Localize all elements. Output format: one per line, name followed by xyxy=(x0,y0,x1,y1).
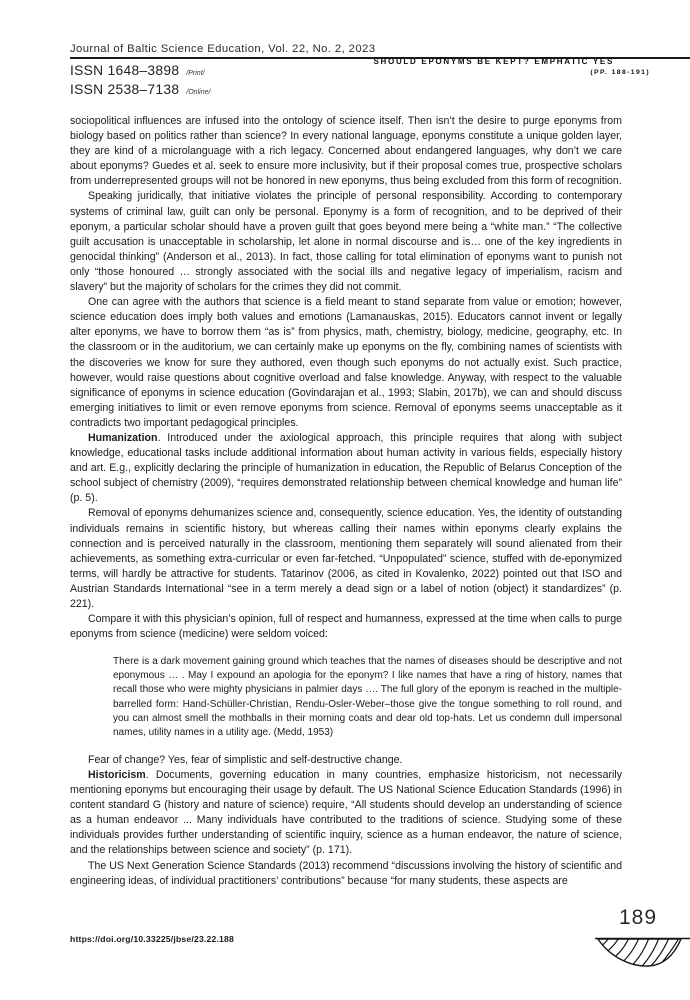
issn-print: ISSN 1648–3898 xyxy=(70,63,180,78)
paragraph-8-historicism xyxy=(70,768,622,859)
issn-print-row xyxy=(70,62,210,81)
paragraph-5: Removal of eponyms dehumanizes science and, consequently, science education. Yes, the identity of outstanding individuals remains in scientific history, but whereas calling their names within eponyms clearly explains the connection and is perceived naturally in the classroom, mentioning them separately will sound alienated from their achievements, as something extra-curricular or even far-fetched. “Unpopulated” science, stuffed with de-eponymized terms, will hardly be attractive for students. Tatarinov (2006, as cited in Kovalenko, 2022) pointed out that ISO and Austrian Standards International “see in a term merely a dead sign or a label of notion (object) it standardizes” (p. 221). xyxy=(70,507,622,610)
pull-quote: There is a dark movement gaining ground which teaches that the names of diseases should be descriptive and not eponymous … . May I expound an apologia for the eponym? I like names that have a ring of history, names that recall those who were mighty physicians in palmier days …. The full glory of the eponym is reached in the multiple-barrelled form: Hand-Schüller-Christian, Rendu-Osler-Weber–those give the tongue something to roll round, and you can almost smell the mothballs in their morning coats and dear old top-hats. Let us condemn dull impersonal names, utility names in a utility age. (Medd, 1953) xyxy=(113,656,622,738)
historicism-lead: Historicism xyxy=(88,768,146,781)
issn-online-row xyxy=(70,81,210,100)
humanization-lead: Humanization xyxy=(88,431,158,444)
article-body xyxy=(70,114,622,889)
issn-online-label: /Online/ xyxy=(186,89,211,96)
paragraph-7: Fear of change? Yes, fear of simplistic and self-destructive change. xyxy=(88,753,403,766)
issn-print-label: /Print/ xyxy=(186,70,205,77)
running-head xyxy=(374,57,650,76)
issn-block xyxy=(70,62,210,100)
paragraph-1: sociopolitical influences are infused into the ontology of science itself. Then isn’t the desire to purge eponyms from biology based on politics rather than science? In every national language, eponyms constitute a unique golden layer, they are kind of a microlanguage with a rich legacy. Concerned about endangered languages, why don’t we care about eponyms? Guedes et al. seek to ensure more inclusivity, but if their proposal comes true, prospective scholars from underrepresented groups will not be honored in new eponyms, thus being excluded from this form of recognition. xyxy=(70,115,622,188)
doi-link[interactable]: https://doi.org/10.33225/jbse/23.22.188 xyxy=(70,934,234,944)
paragraph-4-text: . Introduced under the axiological approach, this principle requires that along with subject knowledge, educational tasks include additional information about human activity in various fields, especially history and art. E.g., explicitly declaring the principle of humanization in education, the Republic of Belarus Conception of the school subject of chemistry (2009), “requires demonstrated relationship between chemical knowledge and human life” (p. 5). xyxy=(70,431,622,505)
paragraph-6: Compare it with this physician’s opinion, full of respect and humanness, expressed at the time when calls to purge eponyms from science (medicine) were seldom voiced: xyxy=(70,613,622,641)
page-number: 189 xyxy=(618,906,658,929)
issn-online: ISSN 2538–7138 xyxy=(70,82,180,97)
paragraph-3: One can agree with the authors that science is a field meant to stand separate from value or emotion; however, science education does imply both values and emotions (Lamanauskas, 2015). Educators cannot invent or legally alter eponyms, we have to borrow them “as is” from physics, math, chemistry, biology, medicine, geography, etc. In the classroom or in the auditorium, we can certainly make up eponyms on the fly, combining names of scientists with the discoveries we know for sure they authored, even though such eponyms do not actually exist. Such practice, however, would raise questions about cognitive overload and false knowledge. Anyway, with respect to the valuable significance of eponyms in science education (Govindarajan et al., 1993; Slabin, 2017b), we can and should discuss emerging initiatives to limit or even remove eponyms from science. Removal of eponyms seems unacceptable as it contradicts two important pedagogical principles. xyxy=(70,296,622,429)
paragraph-4-humanization xyxy=(70,431,622,506)
leaf-logo xyxy=(595,936,690,974)
journal-title: Journal of Baltic Science Education, Vol. 22, No. 2, 2023 xyxy=(70,43,376,55)
page-range: (PP. 188-191) xyxy=(590,69,650,76)
running-title: SHOULD EPONYMS BE KEPT? EMPHATIC YES xyxy=(373,57,614,66)
paragraph-8-text: . Documents, governing education in many countries, emphasize historicism, not necessarily mentioning eponyms but encouraging their usage by default. The US National Science Education Standards (1996) in content standard G (history and nature of science) require, “All students should develop an understanding of science as a human endeavor ... Many individuals have contributed to the traditions of science. Studying some of these individuals provides further understanding of scientific inquiry, science as a human endeavor, the nature of science, and the relationships between science and society” (p. 171). xyxy=(70,768,622,857)
paragraph-2: Speaking juridically, that initiative violates the principle of personal responsibility. According to contemporary systems of criminal law, guilt can only be personal. Eponymy is a form of recognition, and to be deprived of their eponym, a particular scholar should have a proven guilt that goes beyond mere being a “white man.” “The collective guilt accusation is unacceptable in scholarship, let alone in normal discourse and is… one of the key ingredients in genocidal thinking” (Anderson et al., 2013). In fact, those calling for total elimination of eponyms want to punish not only “those honoured … strongly associated with the social ills and negative legacy of imperialism, racism and slavery” but the majority of scholars for the crimes they did not commit. xyxy=(70,190,622,294)
paragraph-9: The US Next Generation Science Standards (2013) recommend “discussions involving the history of scientific and engineering ideas, of individual practitioners’ contributions” because “for many students, these aspects are xyxy=(70,859,622,887)
